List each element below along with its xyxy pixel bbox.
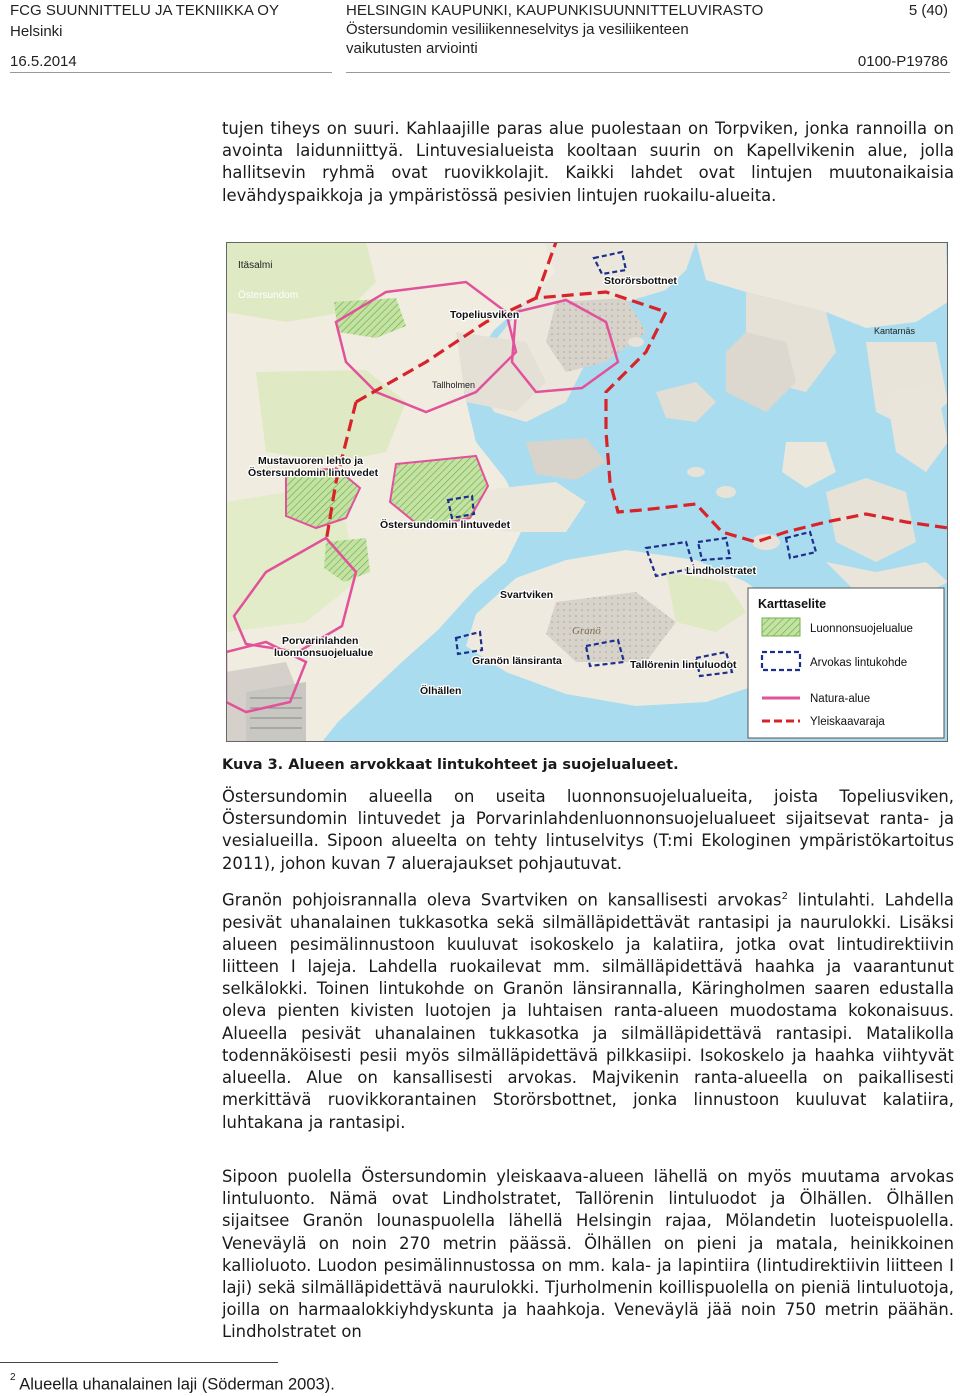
doc-title-line2: vaikutusten arviointi [346,40,478,57]
label-porvarinlahden-2: luonnonsuojelualue [274,647,374,659]
header-rule-right [346,72,950,73]
label-olhallen: Ölhällen [420,685,462,697]
footnote [10,1372,335,1395]
paragraph-svartviken-rest: lintulahti. Lahdella pesivät uhanalainen tukkasotka sekä silmälläpidettävät rantasipi ja naurulokki. Lisäksi alueen pesimälinnustoon kuuluvat isokoskelo ja kalatiira, jotka ovat lintudirektiivin liitteen I lajeja. Lahdella ruokailevat mm. silmälläpidettävä haahka ja vaarantunut selkälokki. Toinen lintukohde on Granön länsirannalla, Käringholmen saaren edustalla oleva pienten kivisten luotojen ja luhtaisen ranta-alueen muodostama kokonaisuus. Alueella pesivät uhanalainen tukkasotka ja silmälläpidettävä rantasipi. Matalikolla todennäköisesti pesii myös silmälläpidettävä pilkkasiipi. Isokoskelo ja haahka viihtyvät alueella. Alue on kansallisesti arvokas. Majvikenin ranta-alueella on paikallisesti merkittävä ruovikkorantainen Storörsbottnet, jonka linnustoon kuuluvat kalatiira, luhtakana ja rantasipi. [222,890,954,1132]
paragraph-protected-areas: Östersundomin alueella on useita luonnonsuojelualueita, joista Topeliusviken, Östersundomin lintuvedet ja Porvarinlahdenluonnonsuojelualueet sijaitsevat ranta- ja vesialueilla. Sipoon alueelta on tehty lintuselvitys (T:mi Ekologinen ympäristökartoitus 2011), johon kuvan 7 aluerajaukset pohjautuvat. [222,787,954,873]
doc-title-line1: Östersundomin vesiliikenneselvitys ja vesiliikenteen [346,21,689,38]
label-itasalmi: Itäsalmi [238,260,273,271]
label-lindholstratet: Lindholstratet [686,565,756,577]
legend-item-1: Arvokas lintukohde [810,657,908,669]
label-tallorenin: Tallörenin lintuluodot [630,659,737,671]
label-kantarnas: Kantarnäs [874,326,916,336]
page-header [0,0,960,72]
org-name: FCG SUUNNITTELU JA TEKNIIKKA OY [10,2,279,19]
paragraph-svartviken-start: Granön pohjoisrannalla oleva Svartviken on kansallisesti arvokas [222,890,782,910]
label-svartviken: Svartviken [500,589,554,601]
label-granon-lansiranta: Granön länsiranta [472,655,562,667]
intro-paragraph: tujen tiheys on suuri. Kahlaajille paras alue puolestaan on Torpviken, jonka rannoilla on avointa laidunniittyä. Lintuvesialueista kooltaan suurin on Kapellvikenin alue, jolla hallitsevin ryhmä ovat ruovikkolajit. Kaikki lahdet ovat lintujen muutonaikaisia levähdyspaikkoja ja ympäristössä pesivien lintujen ruokailu-alueita. [222,119,954,205]
label-ostersundom-lintuvedet: Östersundomin lintuvedet [380,519,511,531]
label-stororsbottnet: Storörsbottnet [604,275,677,287]
paragraph-sipoo-sites: Sipoon puolella Östersundomin yleiskaava-alueen lähellä on myös muutama arvokas lintuluonto. Nämä ovat Lindholstratet, Tallörenin lintuluodot ja Ölhällen. Ölhällen sijaitsee Granön lounaspuolella lähellä Helsingin rajaa, Mölandetin luoteispuolella. Veneväylä on noin 270 metrin päässä. Ölhällen on pieni ja matala, heinikkoinen kallioluoto. Luodon pesimälinnustossa on mm. kala- ja lapintiira (lintudirektiivin liitteen I laji) sekä silmälläpidettävä naurulokki. Tjurholmenin koillispuolella on pieniä lintuluotoja, joilla on harmaalokkiyhdyskunta ja haahkoja. Veneväylä jää noin 750 metrin päähän. Lindholstratet on [222,1167,954,1342]
legend-item-2: Natura-alue [810,693,871,705]
map-legend [748,588,944,738]
label-mustavuori-1: Mustavuoren lehto ja [258,455,364,467]
bird-sites-map [226,242,948,742]
header-rule-left [10,72,332,73]
footnote-mark: 2 [10,1372,16,1383]
legend-title: Karttaselite [758,597,827,611]
page-number: 5 (40) [908,2,948,19]
label-mustavuori-2: Östersundomin lintuvedet [248,467,379,479]
legend-reserve-symbol [762,618,800,636]
doc-number: 0100-P19786 [857,53,948,70]
city: Helsinki [10,23,63,40]
label-ostersundom: Östersundom [238,290,299,301]
label-grano: Granö [572,625,601,637]
label-porvarinlahden-1: Porvarinlahden [282,635,359,647]
footnote-reference: 2 [781,891,788,902]
figure-caption: Kuva 3. Alueen arvokkaat lintukohteet ja suojelualueet. [222,757,679,773]
footnote-rule [0,1362,278,1363]
date: 16.5.2014 [10,53,77,70]
paragraph-svartviken [222,886,954,1134]
legend-item-3: Yleiskaavaraja [810,716,885,728]
label-tallholmen: Tallholmen [432,380,476,390]
legend-item-0: Luonnonsuojelualue [810,623,913,635]
footnote-text: Alueella uhanalainen laji (Söderman 2003). [15,1375,335,1394]
client: HELSINGIN KAUPUNKI, KAUPUNKISUUNNITTELUVIRASTO [346,2,764,19]
label-topeliusviken: Topeliusviken [450,309,520,321]
